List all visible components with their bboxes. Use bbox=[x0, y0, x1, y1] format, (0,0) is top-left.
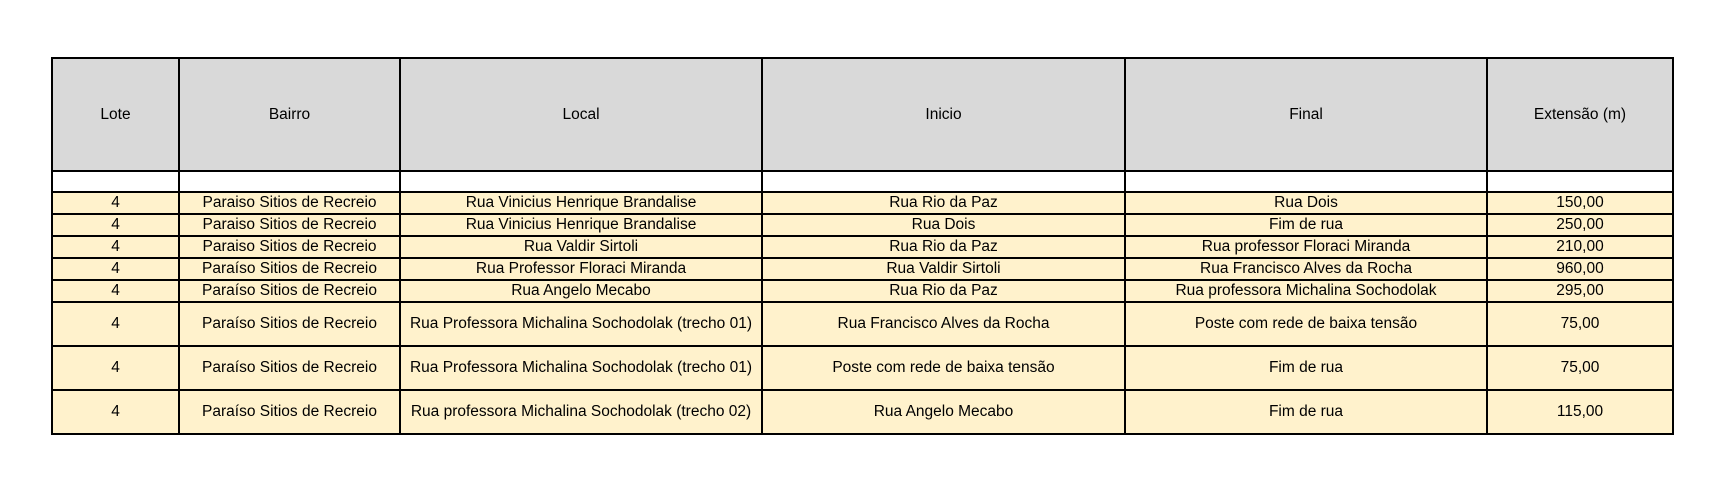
cell-local: Rua Angelo Mecabo bbox=[400, 280, 762, 302]
cell-local: Rua Professora Michalina Sochodolak (trecho 01) bbox=[400, 302, 762, 346]
header-local: Local bbox=[400, 58, 762, 171]
empty-cell bbox=[400, 171, 762, 192]
empty-cell bbox=[1125, 171, 1487, 192]
table-row bbox=[52, 258, 1673, 280]
cell-bairro: Paraíso Sitios de Recreio bbox=[179, 302, 400, 346]
cell-final: Rua Dois bbox=[1125, 192, 1487, 214]
empty-cell bbox=[52, 171, 179, 192]
cell-bairro: Paraiso Sitios de Recreio bbox=[179, 192, 400, 214]
cell-bairro: Paraíso Sitios de Recreio bbox=[179, 280, 400, 302]
cell-lote: 4 bbox=[52, 346, 179, 390]
cell-local: Rua Vinicius Henrique Brandalise bbox=[400, 214, 762, 236]
cell-local: Rua professora Michalina Sochodolak (trecho 02) bbox=[400, 390, 762, 434]
cell-inicio: Rua Francisco Alves da Rocha bbox=[762, 302, 1125, 346]
cell-local: Rua Vinicius Henrique Brandalise bbox=[400, 192, 762, 214]
cell-lote: 4 bbox=[52, 236, 179, 258]
cell-inicio: Rua Rio da Paz bbox=[762, 280, 1125, 302]
cell-final: Rua professora Michalina Sochodolak bbox=[1125, 280, 1487, 302]
cell-lote: 4 bbox=[52, 302, 179, 346]
cell-final: Fim de rua bbox=[1125, 346, 1487, 390]
empty-row bbox=[52, 171, 1673, 192]
cell-lote: 4 bbox=[52, 258, 179, 280]
empty-cell bbox=[762, 171, 1125, 192]
cell-bairro: Paraíso Sitios de Recreio bbox=[179, 346, 400, 390]
cell-extensao: 295,00 bbox=[1487, 280, 1673, 302]
header-inicio: Inicio bbox=[762, 58, 1125, 171]
cell-extensao: 75,00 bbox=[1487, 302, 1673, 346]
cell-inicio: Rua Dois bbox=[762, 214, 1125, 236]
cell-extensao: 115,00 bbox=[1487, 390, 1673, 434]
cell-local: Rua Professor Floraci Miranda bbox=[400, 258, 762, 280]
empty-cell bbox=[179, 171, 400, 192]
empty-cell bbox=[1487, 171, 1673, 192]
cell-final: Rua professor Floraci Miranda bbox=[1125, 236, 1487, 258]
table-row bbox=[52, 346, 1673, 390]
cell-inicio: Rua Angelo Mecabo bbox=[762, 390, 1125, 434]
cell-bairro: Paraiso Sitios de Recreio bbox=[179, 214, 400, 236]
cell-extensao: 75,00 bbox=[1487, 346, 1673, 390]
cell-inicio: Poste com rede de baixa tensão bbox=[762, 346, 1125, 390]
cell-extensao: 210,00 bbox=[1487, 236, 1673, 258]
table-row bbox=[52, 390, 1673, 434]
table-row bbox=[52, 214, 1673, 236]
cell-lote: 4 bbox=[52, 214, 179, 236]
cell-final: Fim de rua bbox=[1125, 214, 1487, 236]
cell-extensao: 250,00 bbox=[1487, 214, 1673, 236]
data-table bbox=[51, 57, 1674, 435]
header-extensao: Extensão (m) bbox=[1487, 58, 1673, 171]
cell-lote: 4 bbox=[52, 390, 179, 434]
cell-final: Poste com rede de baixa tensão bbox=[1125, 302, 1487, 346]
table-row bbox=[52, 302, 1673, 346]
cell-final: Fim de rua bbox=[1125, 390, 1487, 434]
cell-local: Rua Professora Michalina Sochodolak (trecho 01) bbox=[400, 346, 762, 390]
header-bairro: Bairro bbox=[179, 58, 400, 171]
table-row bbox=[52, 236, 1673, 258]
cell-bairro: Paraiso Sitios de Recreio bbox=[179, 236, 400, 258]
cell-inicio: Rua Rio da Paz bbox=[762, 236, 1125, 258]
table-row bbox=[52, 280, 1673, 302]
cell-local: Rua Valdir Sirtoli bbox=[400, 236, 762, 258]
cell-bairro: Paraíso Sitios de Recreio bbox=[179, 258, 400, 280]
cell-extensao: 960,00 bbox=[1487, 258, 1673, 280]
cell-extensao: 150,00 bbox=[1487, 192, 1673, 214]
cell-lote: 4 bbox=[52, 280, 179, 302]
cell-final: Rua Francisco Alves da Rocha bbox=[1125, 258, 1487, 280]
table-row bbox=[52, 192, 1673, 214]
header-row bbox=[52, 58, 1673, 171]
cell-inicio: Rua Rio da Paz bbox=[762, 192, 1125, 214]
cell-bairro: Paraíso Sitios de Recreio bbox=[179, 390, 400, 434]
cell-inicio: Rua Valdir Sirtoli bbox=[762, 258, 1125, 280]
header-lote: Lote bbox=[52, 58, 179, 171]
cell-lote: 4 bbox=[52, 192, 179, 214]
header-final: Final bbox=[1125, 58, 1487, 171]
